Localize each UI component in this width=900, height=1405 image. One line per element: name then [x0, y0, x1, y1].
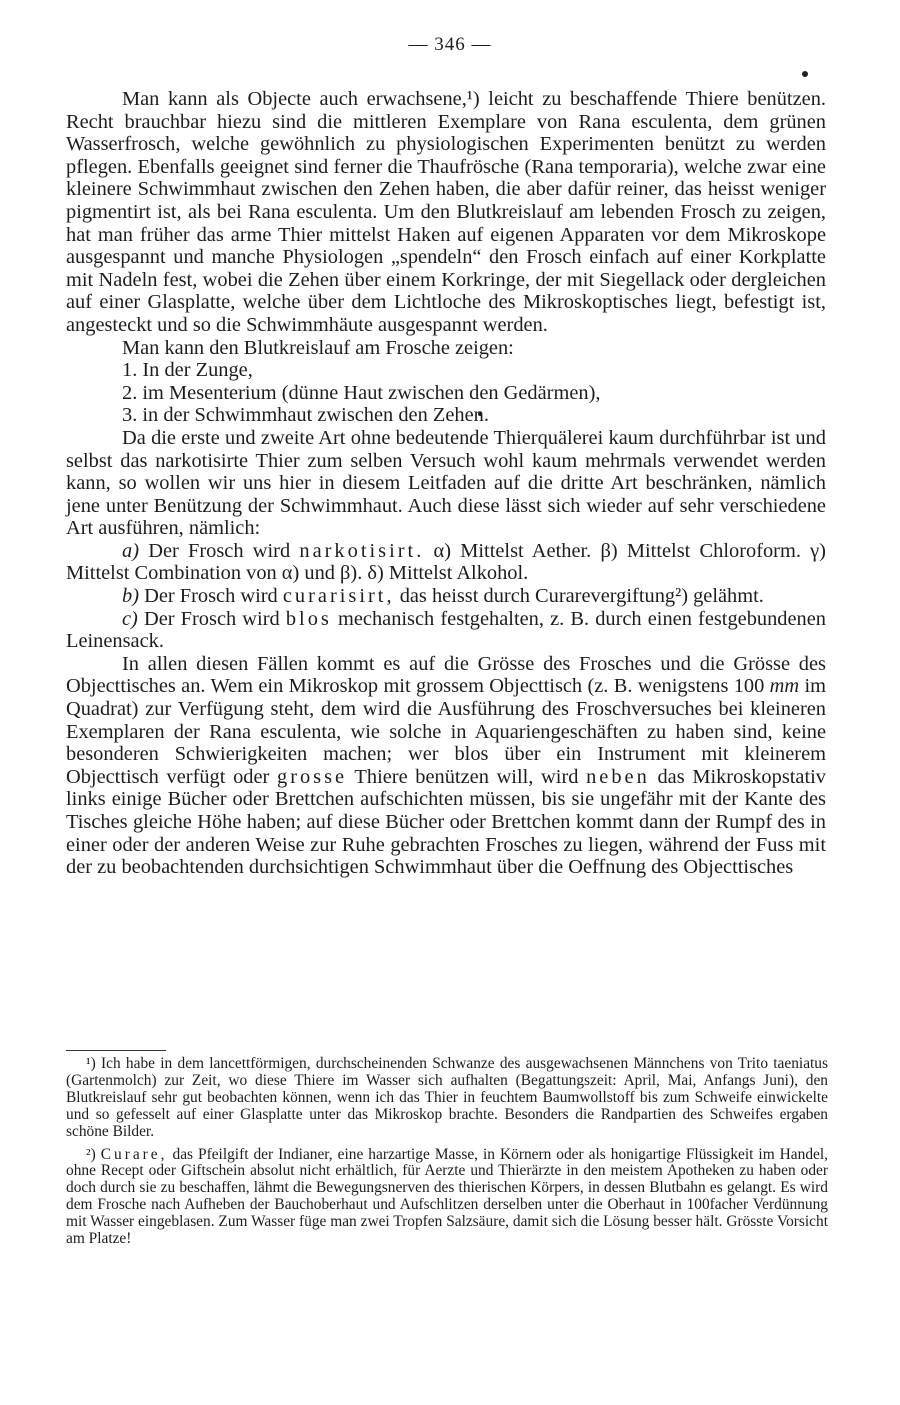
list-item-mesentery: 2. im Mesenterium (dünne Haut zwischen den Gedärmen), [122, 381, 601, 404]
method-b-text: das heisst durch Curarevergiftung²) gelähmt. [399, 585, 764, 608]
paragraph-frog-size [66, 653, 826, 879]
list-item-web: 3. in der Schwimmhaut zwischen den Zehen. [122, 404, 489, 427]
frog-size-text-2: im Quadrat) zur Verfügung steht, dem wird die Ausführung des Froschversuches bei kleineren Exemplaren der Rana esculenta, wie solche in Aquariengeschäften zu haben sind, keine besonderen Schwierigkeiten machen; wer blos über ein Instrument mit kleinerem Objecttisch verfügt oder [66, 675, 826, 788]
footnote-2-marker: ²) [86, 1145, 96, 1163]
footnote-2-keyword: Curare, [100, 1145, 168, 1163]
frog-size-text-1: In allen diesen Fällen kommt es auf die Grösse des Frosches und die Grösse des Objecttisches an. Wem ein Mikroskop mit grossem Objecttisch (z. B. wenigstens 100 [66, 652, 826, 698]
main-text [66, 88, 826, 879]
method-c-pre: Der Frosch wird [143, 607, 280, 630]
method-b-keyword: curarisirt, [282, 585, 395, 608]
method-b-label: b) [122, 585, 139, 608]
method-a-pre: Der Frosch wird [148, 539, 291, 562]
frog-size-text-4: das Mikroskopstativ links einige Bücher oder Brettchen aufschichten müssen, bis sie ungefähr mit der Kante des Tisches gleiche Höhe haben; auf diese Bücher oder Brettchen kommt dann der Rumpf des in einer oder der anderen Weise zur Ruhe gebrachten Frosches zu liegen, während der Fuss mit der zu beobachtenden durchsichtigen Schwimmhaut über die Oeffnung des Objecttisches [66, 765, 826, 879]
method-b-pre: Der Frosch wird [144, 585, 278, 608]
method-a-label: a) [122, 539, 139, 562]
method-b [66, 585, 826, 608]
paragraph-objects: Man kann als Objecte auch erwachsene,¹) leicht zu beschaffende Thiere benützen. Recht brauchbar hiezu sind die mittleren Exemplare von Rana esculenta, dem grünen Wasserfrosch, welche gewöhnlich zu physiologischen Experimenten benützt zu werden pflegen. Ebenfalls geeignet sind ferner die Thaufrösche (Rana temporaria), welche zwar eine kleinere Schwimmhaut zwischen den Zehen haben, die aber dafür reiner, das heisst weniger pigmentirt ist, als bei Rana esculenta. Um den Blutkreislauf am lebenden Frosch zu zeigen, hat man früher das arme Thier mittelst Haken auf eigenen Apparaten vor dem Mikroskope ausgespannt und manche Physiologen „spendeln“ den Frosch einfach auf einer Korkplatte mit Nadeln fest, wobei die Zehen über einem Korkringe, der mit Siegellack oder dergleichen auf einer Glasplatte, welche über dem Lichtloche des Mikroskoptisches liegt, befestigt ist, angesteckt und so die Schwimmhäute ausgespannt werden. [66, 88, 826, 336]
footnote-2 [66, 1147, 828, 1248]
frog-size-text-3: Thiere benützen will, wird [354, 765, 579, 788]
method-c-keyword: blos [285, 607, 332, 630]
footnote-2-text: das Pfeilgift der Indianer, eine harzartige Masse, in Körnern oder als honigartige Flüssigkeit im Handel, ohne Recept oder Giftschein absolut nicht erhältlich, für Aerzte und Thierärzte in den meistem Apotheken zu haben oder doch durch sie zu beschaffen, lähmt die Bewegungsnerven des thierischen Körpers, in dessen Blutbahn es gelangt. Es wird dem Frosche nach Aufheben der Bauchoberhaut und Aufschlitzen derselben unter die Oberhaut in 100facher Verdünnung mit Wasser eingeblasen. Zum Wasser füge man zwei Tropfen Salzsäure, damit sich die Lösung besser hält. Grösste Vorsicht am Platze! [66, 1145, 828, 1248]
paragraph-methods: Da die erste und zweite Art ohne bedeutende Thierquälerei kaum durchführbar ist und selbst das narkotisirte Thier zum selben Versuch wohl kaum mehrmals verwendet werden kann, so wollen wir uns hier in diesem Leitfaden auf die dritte Art beschränken, nämlich jene unter Benützung der Schwimmhaut. Auch diese lässt sich wieder auf sehr verschiedene Art ausführen, nämlich: [66, 426, 826, 540]
emphasis-neben: neben [586, 765, 650, 788]
list-item-tongue: 1. In der Zunge, [122, 359, 253, 382]
method-a [66, 540, 826, 585]
print-speck [802, 71, 808, 77]
method-c [66, 608, 826, 653]
unit-mm: mm [769, 675, 800, 698]
paragraph-blood-circulation-intro: Man kann den Blutkreislauf am Frosche zeigen: [122, 336, 514, 359]
method-a-keyword: narkotisirt. [299, 539, 425, 562]
page-number: — 346 — [408, 34, 492, 55]
footnote-1: ¹) Ich habe in dem lancettförmigen, durchscheinenden Schwanze des ausgewachsenen Männchens von Trito taeniatus (Gartenmolch) zur Zeit, wo diese Thiere im Wasser sich aufhalten (Begattungszeit: April, Mai, Anfangs Juni), den Blutkreislauf sehr gut beobachten können, wenn ich das Thier in feuchtem Baumwollstoff bis zum Schweife einwickelte und so gefesselt auf einer Glasplatte unter das Mikroskop brachte. Besonders die Randpartien des Schweifes ergaben schöne Bilder. [66, 1055, 828, 1140]
footnote-rule [66, 1050, 166, 1051]
method-c-label: c) [122, 607, 138, 630]
method-c-text: mechanisch festgehalten, z. B. durch einen festgebundenen Leinensack. [66, 607, 826, 653]
footnotes [66, 1056, 828, 1254]
emphasis-grosse: grosse [277, 765, 348, 788]
method-a-text: α) Mittelst Aether. β) Mittelst Chloroform. γ) Mittelst Combination von α) und β). δ) Mittelst Alkohol. [66, 539, 826, 585]
